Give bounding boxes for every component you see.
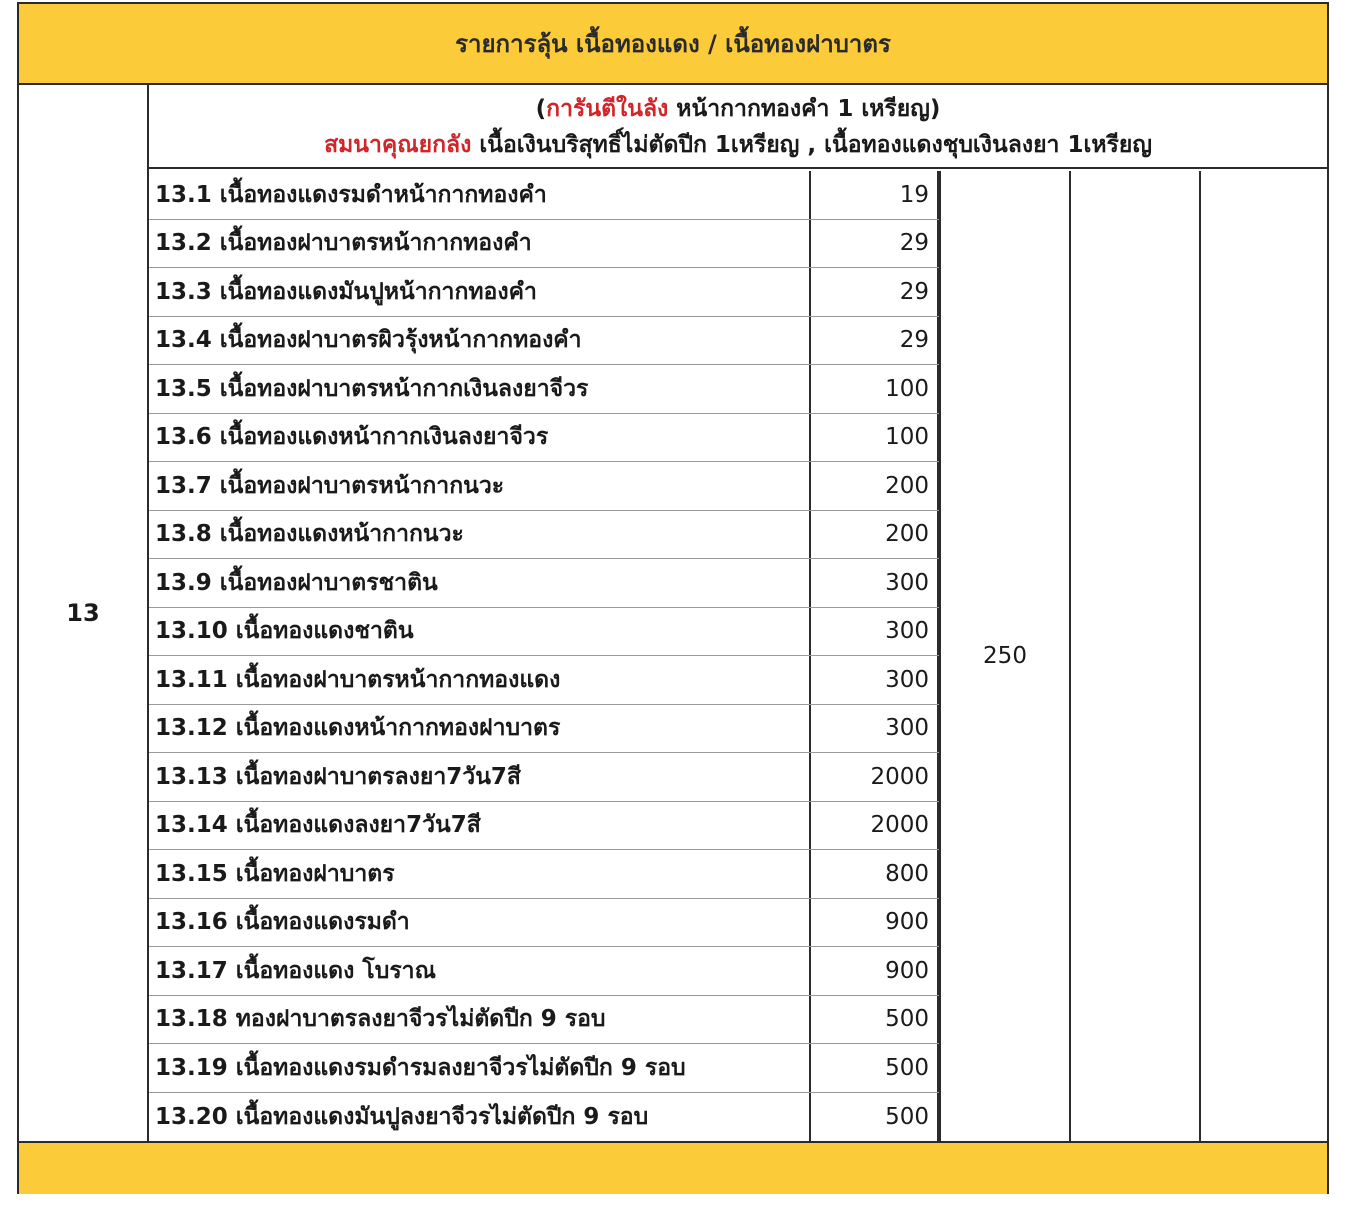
item-quantity: 500 (809, 1093, 939, 1142)
item-name: 13.7 เนื้อทองฝาบาตรหน้ากากนวะ (155, 472, 505, 499)
item-quantity: 500 (809, 1044, 939, 1092)
item-quantity: 300 (809, 656, 939, 704)
item-name: 13.11 เนื้อทองฝาบาตรหน้ากากทองแดง (155, 666, 561, 693)
item-quantity: 29 (809, 220, 939, 268)
table-title: รายการลุ้น เนื้อทองแดง / เนื้อทองฝาบาตร (19, 4, 1327, 85)
guarantee-text: หน้ากากทองคำ 1 เหรียญ) (668, 96, 941, 122)
table-row (149, 996, 939, 1045)
bonus-text: เนื้อเงินบริสุทธิ์ไม่ตัดปีก 1เหรียญ , เนื้อทองแดงชุบเงินลงยา 1เหรียญ (471, 132, 1152, 158)
item-name: 13.15 เนื้อทองฝาบาตร (155, 860, 395, 887)
item-name: 13.2 เนื้อทองฝาบาตรหน้ากากทองคำ (155, 230, 532, 257)
table-row (149, 462, 939, 511)
column-divider (1199, 171, 1201, 1141)
item-name: 13.5 เนื้อทองฝาบาตรหน้ากากเงินลงยาจีวร (155, 375, 589, 402)
table-row (149, 899, 939, 948)
bonus-line (149, 127, 1327, 163)
table-row (149, 850, 939, 899)
table-row (149, 753, 939, 802)
item-name: 13.10 เนื้อทองแดงชาติน (155, 618, 414, 645)
item-name: 13.20 เนื้อทองแดงมันปูลงยาจีวรไม่ตัดปีก 9 รอบ (155, 1103, 649, 1130)
column-divider (1069, 171, 1071, 1141)
item-quantity: 29 (809, 268, 939, 316)
item-quantity: 300 (809, 608, 939, 656)
table-row (149, 656, 939, 705)
table-row (149, 365, 939, 414)
item-quantity: 2000 (809, 802, 939, 850)
item-quantity: 29 (809, 317, 939, 365)
table-row (149, 268, 939, 317)
item-quantity: 200 (809, 511, 939, 559)
item-quantity: 300 (809, 559, 939, 607)
guarantee-open-paren: ( (535, 96, 547, 122)
item-name: 13.13 เนื้อทองฝาบาตรลงยา7วัน7สี (155, 763, 521, 790)
table-row (149, 1044, 939, 1093)
guarantee-label: การันตีในลัง (546, 96, 669, 122)
item-quantity: 100 (809, 414, 939, 462)
item-name: 13.9 เนื้อทองฝาบาตรชาติน (155, 569, 438, 596)
table-row (149, 220, 939, 269)
item-quantity: 500 (809, 996, 939, 1044)
item-name: 13.12 เนื้อทองแดงหน้ากากทองฝาบาตร (155, 715, 561, 742)
item-rows (149, 171, 1327, 1141)
item-quantity: 300 (809, 705, 939, 753)
item-quantity: 200 (809, 462, 939, 510)
item-name: 13.4 เนื้อทองฝาบาตรผิวรุ้งหน้ากากทองคำ (155, 327, 582, 354)
table-row (149, 559, 939, 608)
table-row (149, 171, 939, 220)
bonus-label: สมนาคุณยกลัง (324, 132, 472, 158)
item-name: 13.8 เนื้อทองแดงหน้ากากนวะ (155, 521, 464, 548)
item-quantity: 900 (809, 947, 939, 995)
table-row (149, 414, 939, 463)
guarantee-line (149, 91, 1327, 127)
table-row (149, 317, 939, 366)
item-quantity: 19 (809, 171, 939, 219)
table-row (149, 511, 939, 560)
item-name: 13.3 เนื้อทองแดงมันปูหน้ากากทองคำ (155, 278, 537, 305)
price-cell: 250 (983, 643, 1027, 669)
table-row (149, 608, 939, 657)
footer-bar (19, 1141, 1327, 1194)
item-quantity: 2000 (809, 753, 939, 801)
item-name: 13.18 ทองฝาบาตรลงยาจีวรไม่ตัดปีก 9 รอบ (155, 1006, 606, 1033)
item-name: 13.19 เนื้อทองแดงรมดำรมลงยาจีวรไม่ตัดปีก 9 รอบ (155, 1054, 686, 1081)
item-quantity: 100 (809, 365, 939, 413)
item-name: 13.14 เนื้อทองแดงลงยา7วัน7สี (155, 812, 481, 839)
lottery-table (17, 2, 1329, 1194)
guarantee-header (149, 85, 1327, 169)
item-quantity: 800 (809, 850, 939, 898)
table-row (149, 705, 939, 754)
group-number-cell: 13 (19, 85, 149, 1141)
item-quantity: 900 (809, 899, 939, 947)
item-name: 13.16 เนื้อทองแดงรมดำ (155, 909, 410, 936)
item-name: 13.17 เนื้อทองแดง โบราณ (155, 957, 436, 984)
table-row (149, 947, 939, 996)
table-row (149, 1093, 939, 1142)
item-name: 13.6 เนื้อทองแดงหน้ากากเงินลงยาจีวร (155, 424, 549, 451)
item-name: 13.1 เนื้อทองแดงรมดำหน้ากากทองคำ (155, 181, 547, 208)
table-row (149, 802, 939, 851)
